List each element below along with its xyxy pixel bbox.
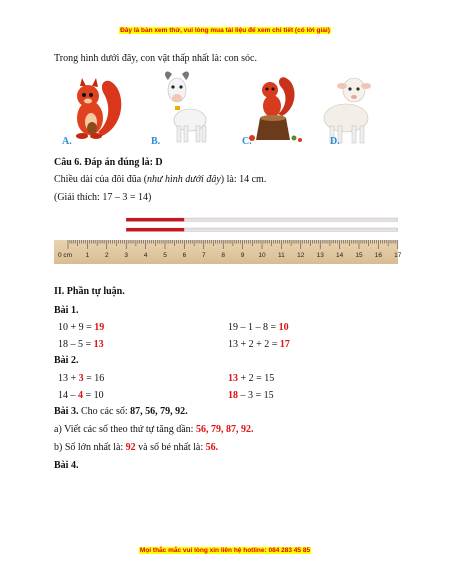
expr: = 16 (83, 373, 105, 384)
expr: 18 – 5 = (58, 339, 94, 350)
ruler-tick-label: 8 (221, 252, 226, 259)
answer: 10 (278, 322, 289, 333)
ruler-tick-label: 6 (182, 252, 187, 259)
answer: 18 (228, 390, 238, 401)
preview-banner (0, 27, 450, 34)
bai3-a-answer: 56, 79, 87, 92. (195, 424, 254, 435)
q6-length-italic: như hình dưới đây (147, 174, 221, 185)
ruler-tick-label: 7 (201, 252, 206, 259)
hotline-banner (0, 547, 450, 554)
answer: 13 (228, 373, 238, 384)
intro-text: Trong hình dưới đây, con vật thấp nhất là: con sóc. (54, 53, 257, 64)
answer: 13 (93, 339, 104, 350)
expr: 13 + (58, 373, 79, 384)
ruler-tick-label: 11 (278, 252, 285, 259)
expr: + 2 = 15 (238, 373, 275, 384)
lamb-icon (324, 78, 371, 143)
bai1-row1-left (58, 322, 104, 334)
bai2-row2-right (228, 390, 274, 402)
chopstick-tip (126, 228, 184, 231)
ruler-tick-label: 9 (240, 252, 245, 259)
expr: 10 + 9 = (58, 322, 95, 333)
animals-illustration (54, 66, 394, 150)
ruler-tick-label: 10 (258, 252, 266, 259)
bai2-row1-left (58, 373, 104, 385)
bai2-row2-left (58, 390, 104, 402)
q6-length-line (54, 174, 266, 186)
q6-title: Câu 6. Đáp án đúng là: D (54, 157, 163, 168)
answer: 3 (78, 373, 84, 384)
bai3-b-answer-max: 92 (125, 442, 136, 453)
bai3-title: Bài 3. (54, 406, 79, 417)
bai3-b (54, 442, 218, 454)
ruler-tick-label: 12 (297, 252, 305, 259)
ruler-tick-label: 3 (124, 252, 129, 259)
bai4-title: Bài 4. (54, 460, 79, 471)
bai3-numbers: 87, 56, 79, 92. (130, 406, 188, 417)
bai3-b-end: . (215, 442, 219, 453)
bai1-row2-right (228, 339, 290, 351)
squirrel-on-stump-icon (249, 77, 302, 142)
expr: 19 – 1 – 8 = (228, 322, 279, 333)
bai3-b-text: và số bé nhất là: (135, 442, 206, 453)
animal-label-c: C. (242, 136, 252, 147)
chopstick-tip (126, 218, 184, 221)
answer: 17 (279, 339, 290, 350)
ruler-tick-label: 17 (394, 252, 402, 259)
ruler-tick-label: 4 (143, 252, 148, 259)
preview-banner-text: Đây là bản xem thử, vui lòng mua tài liệu để xem chi tiết (có lời giải) (120, 27, 330, 34)
q6-explain: (Giải thích: 17 – 3 = 14) (54, 192, 152, 203)
ruler-tick-label: 13 (316, 252, 324, 259)
ruler-illustration (54, 206, 402, 266)
expr: = 10 (83, 390, 104, 401)
bai3-prompt: Cho các số: (78, 406, 131, 417)
answer: 4 (78, 390, 83, 401)
ruler-tick-label: 14 (335, 252, 344, 259)
animal-label-b: B. (151, 136, 161, 147)
bai1-row2-left (58, 339, 104, 351)
chopsticks (126, 218, 398, 231)
bai3-line (54, 406, 188, 418)
q6-length-prefix: Chiều dài của đôi đũa ( (54, 174, 148, 185)
animal-label-a: A. (62, 136, 72, 147)
expr: – 3 = 15 (238, 390, 274, 401)
expr: 14 – (58, 390, 78, 401)
part2-title: II. Phần tự luận. (54, 286, 125, 297)
ruler-tick-label: 5 (163, 252, 167, 259)
ruler-unit-label: 0 cm (58, 252, 73, 259)
animal-label-d: D. (330, 136, 340, 147)
bai3-a (54, 424, 253, 436)
bai3-b-answer-min: 56 (205, 442, 216, 453)
bai3-b-text: b) Số lớn nhất là: (54, 442, 126, 453)
ruler-tick-label: 1 (85, 252, 90, 259)
expr: 13 + 2 + 2 = (228, 339, 280, 350)
goat-icon (165, 72, 206, 142)
hotline-banner-text: Mọi thắc mắc vui lòng xin liên hệ hotline: 084 283 45 85 (139, 547, 311, 554)
squirrel-icon (76, 78, 121, 139)
ruler-tick-label: 15 (355, 252, 363, 259)
answer: 19 (94, 322, 105, 333)
ruler-tick-label: 2 (104, 252, 109, 259)
q6-length-suffix: ) là: 14 cm. (220, 174, 267, 185)
bai1-title: Bài 1. (54, 305, 79, 316)
ruler-tick-label: 16 (374, 252, 383, 259)
bai3-a-text: a) Viết các số theo thứ tự tăng dần: (54, 424, 196, 435)
bai1-row1-right (228, 322, 289, 334)
bai2-row1-right (228, 373, 274, 385)
bai2-title: Bài 2. (54, 355, 79, 366)
